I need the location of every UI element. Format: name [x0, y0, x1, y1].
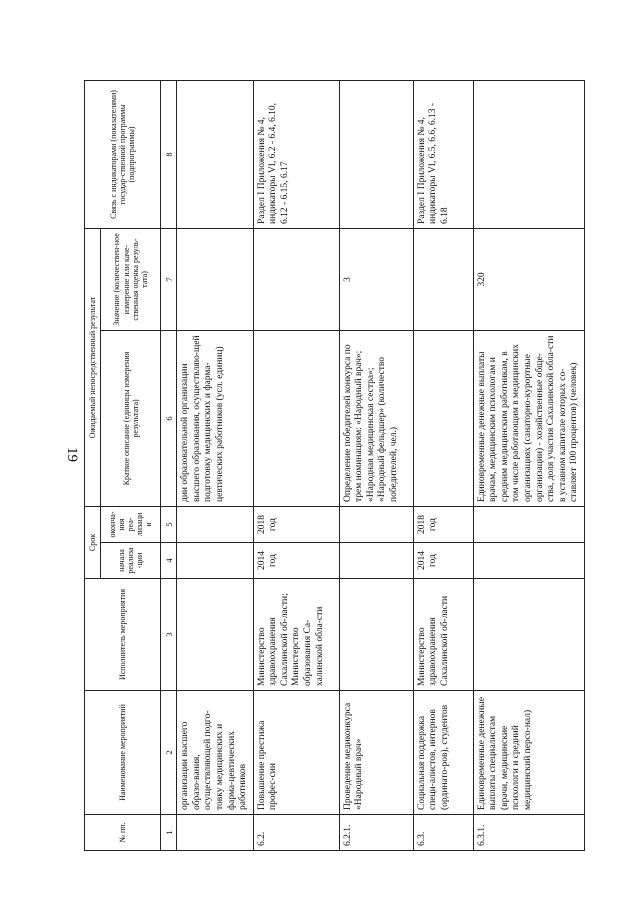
- result-description: [413, 330, 473, 506]
- indicator-link: [473, 80, 584, 228]
- result-description: Определение победителей конкурса по трем номинациям: «Народный врач»; «Народная медицинская сестра»; «Народный фельдшер» (количество победителей, чел.): [339, 330, 413, 506]
- activity-name: Повышение престижа профес-сии: [253, 691, 339, 815]
- activity-executor: Министерство здравоохранения Сахалинской об-ласти; Министерство образования Са-халинской обла-сти: [253, 579, 339, 691]
- header-no: № пп.: [85, 815, 161, 851]
- activity-name: Единовременные денежные выплаты специалистам (врачи, медицинские психологи и средний медицинский персо-нал): [473, 691, 584, 815]
- activity-executor: [339, 579, 413, 691]
- result-value: [413, 228, 473, 330]
- result-value: 3: [339, 228, 413, 330]
- row-number: 6.2.1.: [339, 815, 413, 851]
- result-description: дии образовательной организации высшего образования, осуществляю-щей подготовку медицинских и фарма-цевтических работников (усл. единиц): [177, 330, 253, 506]
- page-number: 19: [64, 447, 80, 462]
- term-start: [473, 543, 584, 579]
- indicator-link: [339, 80, 413, 228]
- header-result-desc: Краткое описание (единицы измерения результата): [101, 330, 161, 506]
- header-name: Наименование мероприятий: [85, 691, 161, 815]
- activity-name: организации высшего образо-вания, осуществляющей подго-товку медицинских и фарма-цевтических работников: [177, 691, 253, 815]
- result-description: Единовременные денежные выплаты врачам, медицинским психологам и средним медицинским работникам, в том числе работающим в медицинских организациях (санаторно-курортные организации) - хозяйственные обще-ства, доля участия Сахалинской обла-сти в уставном капитале которых со-ставляет 100 процентов) (человек): [473, 330, 584, 506]
- indicator-link: [177, 80, 253, 228]
- result-value: [177, 228, 253, 330]
- activity-executor: [473, 579, 584, 691]
- header-term-end: оконча-ния реа-лизации: [101, 506, 161, 542]
- column-number: 6: [161, 330, 177, 506]
- header-term-start: начала реализа-ции: [101, 543, 161, 579]
- column-numbers-row: [161, 80, 177, 850]
- table-row: [339, 80, 413, 850]
- column-number: 3: [161, 579, 177, 691]
- activity-executor: Министерство здравоохранения Сахалинской об-ласти: [413, 579, 473, 691]
- table-row: [413, 80, 473, 850]
- header-result: Ожидаемый непосредственный результат: [85, 228, 101, 506]
- column-number: 7: [161, 228, 177, 330]
- column-number: 2: [161, 691, 177, 815]
- row-number: 6.2.: [253, 815, 339, 851]
- term-end: [339, 506, 413, 542]
- header-link: Связь с индикаторами (показателями) государ-ственной программы (подпрограммы): [85, 80, 161, 228]
- row-number: 6.3.: [413, 815, 473, 851]
- activities-table: [84, 80, 585, 851]
- table-row: [177, 80, 253, 850]
- activity-executor: [177, 579, 253, 691]
- column-number: 1: [161, 815, 177, 851]
- term-start: 2014 год: [413, 543, 473, 579]
- header-result-value: Значение (количествен-ное измерение или каче-ственная оценка резуль-тата): [101, 228, 161, 330]
- term-start: [339, 543, 413, 579]
- header-term: Срок: [85, 506, 101, 578]
- term-end: 2018 год: [253, 506, 339, 542]
- activity-name: Проведение медиконкурса «Народный врач»: [339, 691, 413, 815]
- activity-name: Социальная поддержка специ-алистов, интернов (ординато-ров), студентов: [413, 691, 473, 815]
- result-value: [253, 228, 339, 330]
- term-start: 2014 год: [253, 543, 339, 579]
- term-end: [177, 506, 253, 542]
- header-executor: Исполнитель мероприятия: [85, 579, 161, 691]
- term-end: 2018 год: [413, 506, 473, 542]
- row-number: [177, 815, 253, 851]
- table-row: [253, 80, 339, 850]
- indicator-link: Раздел I Приложения № 4, индикаторы VI, 6.5, 6.6, 6.13 - 6.18: [413, 80, 473, 228]
- result-description: [253, 330, 339, 506]
- term-end: [473, 506, 584, 542]
- result-value: 320: [473, 228, 584, 330]
- indicator-link: Раздел I Приложения № 4, индикаторы VI, 6.2 - 6.4, 6.10, 6.12 - 6.15, 6.17: [253, 80, 339, 228]
- column-number: 5: [161, 506, 177, 542]
- rotated-table-wrapper: [84, 81, 580, 851]
- column-number: 8: [161, 80, 177, 228]
- column-number: 4: [161, 543, 177, 579]
- table-row: [473, 80, 584, 850]
- row-number: 6.3.1.: [473, 815, 584, 851]
- term-start: [177, 543, 253, 579]
